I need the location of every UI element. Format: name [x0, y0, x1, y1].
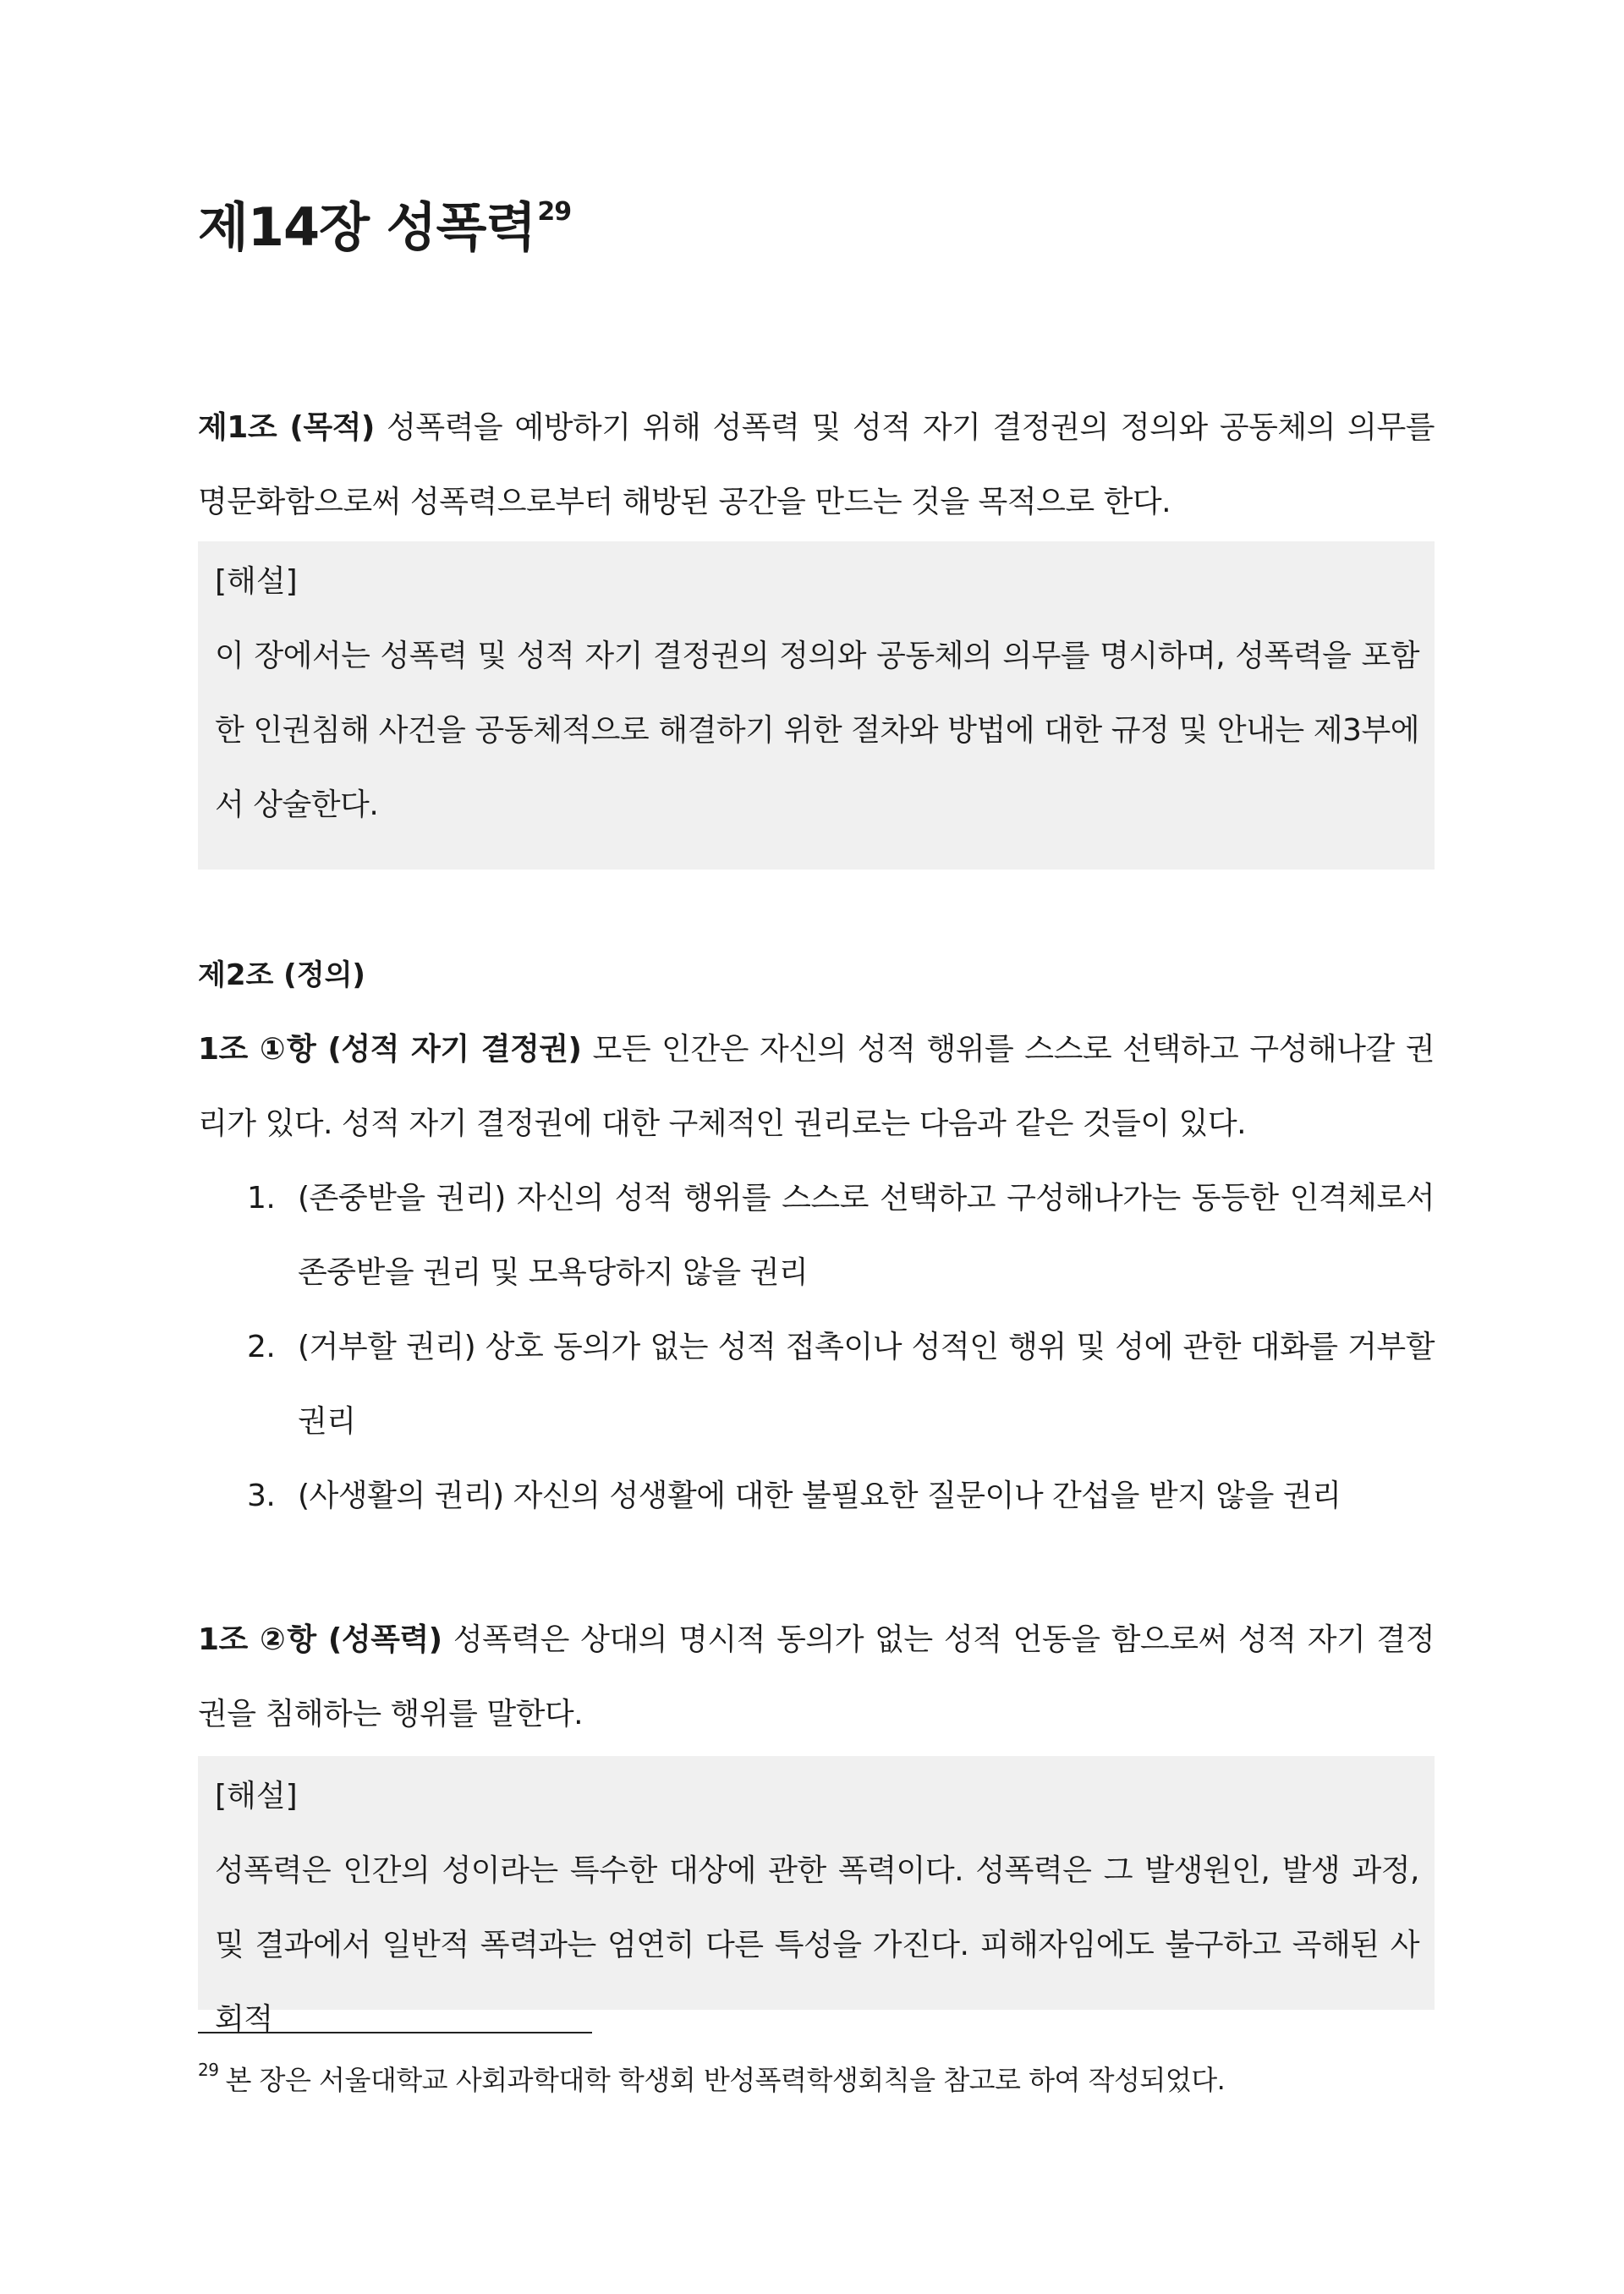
commentary-box-2	[198, 1756, 1435, 2037]
list-item-number: 2.	[247, 1330, 276, 1364]
clause-1-1-label: 1조 ①항 (성적 자기 결정권)	[198, 1032, 582, 1067]
list-item-number: 3.	[247, 1479, 276, 1513]
list-item	[198, 1310, 1435, 1459]
footnote-text: 본 장은 서울대학교 사회과학대학 학생회 반성폭력학생회칙을 참고로 하여 작성되었다.	[225, 2064, 1226, 2096]
list-item	[198, 1161, 1435, 1310]
article-2-heading: 제2조 (정의)	[198, 958, 365, 992]
commentary-label: [해설]	[215, 564, 298, 599]
footnote	[198, 2059, 1225, 2098]
chapter-title-text: 제14장 성폭력	[198, 196, 536, 258]
commentary-label: [해설]	[215, 1779, 298, 1814]
clause-1-2-text: 성폭력은 상대의 명시적 동의가 없는 성적 언동을 함으로써 성적 자기 결정권을 침해하는 행위를 말한다.	[198, 1622, 1435, 1731]
clause-1-2	[198, 1603, 1435, 1752]
article-1-label: 제1조 (목적)	[198, 410, 375, 445]
commentary-box-1	[198, 541, 1435, 870]
clause-1-2-label: 1조 ②항 (성폭력)	[198, 1622, 442, 1657]
list-item	[198, 1459, 1435, 1534]
commentary-text: 이 장에서는 성폭력 및 성적 자기 결정권의 정의와 공동체의 의무를 명시하며, 성폭력을 포함한 인권침해 사건을 공동체적으로 해결하기 위한 절차와 방법에 대한 규정 및 안내는 제3부에서 상술한다.	[215, 639, 1419, 822]
clause-1-1-text: 모든 인간은 자신의 성적 행위를 스스로 선택하고 구성해나갈 권리가 있다. 성적 자기 결정권에 대한 구체적인 권리로는 다음과 같은 것들이 있다.	[198, 1032, 1435, 1141]
chapter-title	[198, 196, 572, 258]
list-item-number: 1.	[247, 1181, 276, 1216]
commentary-text: 성폭력은 인간의 성이라는 특수한 대상에 관한 폭력이다. 성폭력은 그 발생원인, 발생 과정, 및 결과에서 일반적 폭력과는 엄연히 다른 특성을 가진다. 피해자임에도 불구하고 곡해된 사회적	[215, 1853, 1419, 2037]
list-item-text: (사생활의 권리) 자신의 성생활에 대한 불필요한 질문이나 간섭을 받지 않을 권리	[298, 1479, 1341, 1513]
list-item-text: (거부할 권리) 상호 동의가 없는 성적 접촉이나 성적인 행위 및 성에 관한 대화를 거부할 권리	[298, 1330, 1435, 1439]
article-1-purpose	[198, 391, 1435, 540]
footnote-number: 29	[198, 2060, 219, 2081]
article-1-text: 성폭력을 예방하기 위해 성폭력 및 성적 자기 결정권의 정의와 공동체의 의무를 명문화함으로써 성폭력으로부터 해방된 공간을 만드는 것을 목적으로 한다.	[198, 410, 1435, 519]
footnote-divider	[198, 2032, 592, 2033]
clause-1-1	[198, 1013, 1435, 1161]
list-item-text: (존중받을 권리) 자신의 성적 행위를 스스로 선택하고 구성해나가는 동등한 인격체로서 존중받을 권리 및 모욕당하지 않을 권리	[298, 1181, 1435, 1290]
footnote-reference: 29	[537, 197, 572, 228]
